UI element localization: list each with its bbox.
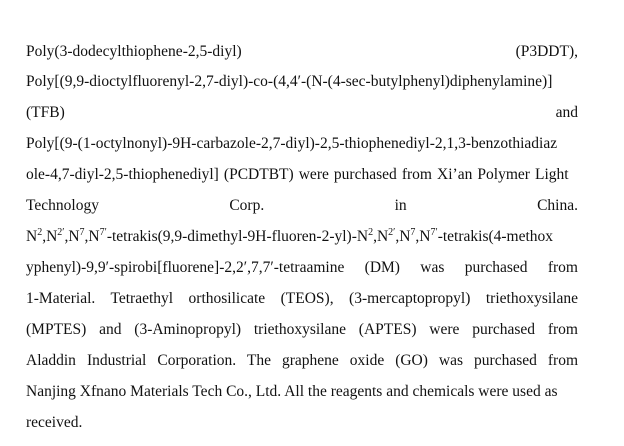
text-line-8: yphenyl)-9,9′-spirobi[fluorene]-2,2′,7,7′-tetraamine (DM) was purchased from (26, 259, 578, 276)
text-span: in (394, 197, 407, 214)
text-span: ,N (84, 228, 100, 245)
text-line-1 (26, 42, 578, 62)
text-line-4: Poly[(9-(1-octylnonyl)-9H-carbazole-2,7-diyl)-2,5-thiophenediyl-2,1,3-benzothiadiaz (26, 135, 558, 152)
text-span: ,N (64, 228, 80, 245)
superscript: 2′ (388, 227, 396, 238)
text-span: -tetrakis(4-methox (437, 228, 554, 245)
text-span: ,N (415, 228, 431, 245)
superscript: 7′ (99, 227, 107, 238)
text-span: ,N (395, 228, 411, 245)
text-line-3 (26, 103, 578, 123)
text-span: China. (537, 197, 578, 214)
text-span: Technology (26, 197, 99, 214)
superscript: 7 (79, 227, 85, 238)
text-span: -tetrakis(9,9-dimethyl-9H-fluoren-2-yl)-N (106, 228, 369, 245)
superscript: 2′ (57, 227, 65, 238)
text-span: and (555, 104, 578, 121)
text-line-11: Aladdin Industrial Corporation. The graphene oxide (GO) was purchased from (26, 352, 578, 369)
text-span: (TFB) (26, 104, 65, 121)
text-span: Poly(3-dodecylthiophene-2,5-diyl) (26, 43, 242, 60)
text-line-10: (MPTES) and (3-Aminopropyl) triethoxysilane (APTES) were purchased from (26, 321, 578, 338)
text-span: N (26, 228, 38, 245)
text-line-5: ole-4,7-diyl-2,5-thiophenediyl] (PCDTBT) were purchased from Xi’an Polymer Light (26, 166, 569, 183)
text-line-13: received. (26, 414, 83, 431)
superscript: 2 (37, 227, 43, 238)
superscript: 7 (410, 227, 416, 238)
text-span: ,N (373, 228, 389, 245)
superscript: 7′ (430, 227, 438, 238)
text-span: ,N (42, 228, 58, 245)
text-span: (P3DDT), (515, 43, 578, 60)
superscript: 2 (368, 227, 374, 238)
text-line-7 (26, 227, 578, 247)
text-span: Corp. (229, 197, 265, 214)
text-line-6 (26, 196, 578, 216)
text-line-9: 1-Material. Tetraethyl orthosilicate (TEOS), (3-mercaptopropyl) triethoxysilane (26, 290, 578, 307)
text-line-2: Poly[(9,9-dioctylfluorenyl-2,7-diyl)-co-(4,4′-(N-(4-sec-butylphenyl)diphenylamine)] (26, 73, 553, 90)
text-line-12: Nanjing Xfnano Materials Tech Co., Ltd. All the reagents and chemicals were used as (26, 383, 558, 400)
